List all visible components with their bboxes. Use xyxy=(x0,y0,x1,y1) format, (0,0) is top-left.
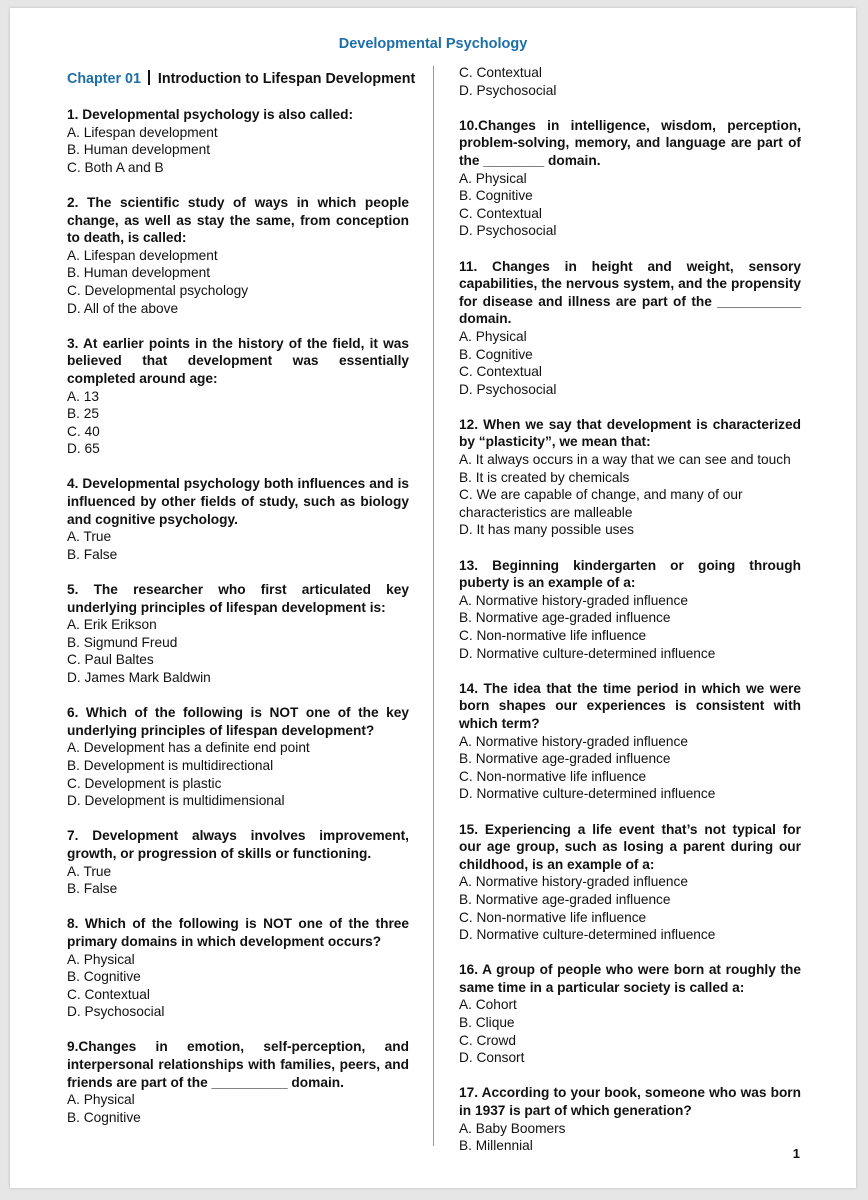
question-text: 14. The idea that the time period in which we were born shapes our experiences is consistent with which term? xyxy=(459,680,801,731)
answer-option: D. James Mark Baldwin xyxy=(67,670,211,685)
answer-option: A. Normative history-graded influence xyxy=(459,874,688,890)
question-block xyxy=(459,961,801,1067)
answer-option: B. Millennial xyxy=(459,1138,533,1154)
continued-options xyxy=(459,64,801,99)
answer-option: D. All of the above xyxy=(67,300,179,316)
answer-option: A. Physical xyxy=(459,328,527,344)
answer-option: D. Normative culture-determined influence xyxy=(459,786,716,802)
answer-option: C. Paul Baltes xyxy=(67,652,154,668)
answer-option: D. Psychosocial xyxy=(459,381,557,397)
document-title: Developmental Psychology xyxy=(338,36,528,52)
answer-option: B. It is created by chemicals xyxy=(459,469,630,485)
answer-option: D. 65 xyxy=(67,441,100,457)
answer-option: A. True xyxy=(67,863,112,879)
answer-option: B. Normative age-graded influence xyxy=(459,891,671,907)
question-text: 7. Development always involves improvement, growth, or progression of skills or functioning. xyxy=(67,828,409,861)
question-block xyxy=(67,1038,409,1126)
answer-option: D. Development is multidimensional xyxy=(67,793,285,809)
chapter-number: Chapter 01 xyxy=(67,71,141,87)
answer-option: D. Normative culture-determined influence xyxy=(459,645,716,661)
answer-option: B. Clique xyxy=(459,1015,515,1031)
answer-option: B. Cognitive xyxy=(67,1109,141,1125)
answer-option: D. Consort xyxy=(459,1050,525,1066)
answer-option: A. Development has a definite end point xyxy=(67,740,310,756)
answer-option: C. Non-normative life influence xyxy=(459,628,647,643)
answer-option: B. Cognitive xyxy=(459,346,533,362)
answer-option: C. Developmental psychology xyxy=(67,282,249,298)
question-block xyxy=(459,821,801,944)
answer-option: C. We are capable of change, and many of our characteristics are malleable xyxy=(459,487,743,520)
question-block xyxy=(459,1084,801,1154)
answer-option: A. Physical xyxy=(459,170,527,186)
answer-option: A. It always occurs in a way that we can see and touch xyxy=(459,452,791,468)
question-block xyxy=(67,827,409,897)
column-divider xyxy=(433,66,434,1146)
question-block xyxy=(67,106,409,176)
answer-option: B. Cognitive xyxy=(459,188,533,204)
question-text: 16. A group of people who were born at roughly the same time in a particular society is called a: xyxy=(459,962,801,995)
chapter-separator xyxy=(148,70,150,85)
answer-option: B. Cognitive xyxy=(67,969,141,985)
page-number: 1 xyxy=(792,1146,800,1161)
answer-option: A. Normative history-graded influence xyxy=(459,592,688,608)
question-text: 6. Which of the following is NOT one of the key underlying principles of lifespan development? xyxy=(67,705,409,738)
answer-option: B. False xyxy=(67,881,118,897)
question-block xyxy=(459,117,801,240)
left-column xyxy=(67,70,416,1144)
question-block xyxy=(67,194,409,317)
question-text: 9.Changes in emotion, self-perception, and interpersonal relationships with families, peers, and friends are part of the __________ domain. xyxy=(67,1039,409,1090)
question-text: 17. According to your book, someone who was born in 1937 is part of which generation? xyxy=(459,1085,801,1119)
question-text: 11. Changes in height and weight, sensory capabilities, the nervous system, and the propensity for disease and illness are part of the ___________ domain. xyxy=(459,258,801,327)
answer-option: A. Lifespan development xyxy=(67,247,218,263)
question-block xyxy=(67,581,409,687)
answer-option: B. Sigmund Freud xyxy=(67,634,178,650)
answer-option: A. Lifespan development xyxy=(67,124,218,140)
answer-option: C. 40 xyxy=(67,423,100,439)
question-text: 12. When we say that development is characterized by “plasticity”, we mean that: xyxy=(459,416,801,450)
right-question-list xyxy=(459,117,801,1155)
answer-option: D. It has many possible uses xyxy=(459,522,634,538)
question-block xyxy=(459,416,801,539)
question-block xyxy=(459,680,801,803)
answer-option: B. 25 xyxy=(67,406,99,422)
answer-option: A. 13 xyxy=(67,388,99,404)
answer-option: A. Physical xyxy=(67,951,135,967)
right-column xyxy=(459,64,801,1172)
answer-option: A. Cohort xyxy=(459,997,517,1013)
question-block xyxy=(459,557,801,663)
answer-option: C. Non-normative life influence xyxy=(459,768,647,784)
answer-option: A. Baby Boomers xyxy=(459,1120,566,1136)
answer-option: A. Physical xyxy=(67,1092,135,1108)
question-text: 5. The researcher who first articulated key underlying principles of lifespan development is: xyxy=(67,582,409,615)
answer-option: A. Normative history-graded influence xyxy=(459,733,688,749)
answer-option: C. Both A and B xyxy=(67,159,164,175)
answer-option: C. Contextual xyxy=(67,986,150,1002)
answer-option: C. Development is plastic xyxy=(67,775,222,791)
question-text: 15. Experiencing a life event that’s not typical for our age group, such as losing a parent during our childhood, is an example of a: xyxy=(459,821,801,872)
answer-option: C. Non-normative life influence xyxy=(459,909,647,925)
answer-option: A. Erik Erikson xyxy=(67,617,157,633)
question-block xyxy=(67,915,409,1021)
question-block xyxy=(67,704,409,810)
answer-option: B. Development is multidirectional xyxy=(67,757,274,773)
answer-option: C. Crowd xyxy=(459,1032,517,1048)
answer-option: B. False xyxy=(67,546,118,562)
question-text: 3. At earlier points in the history of the field, it was believed that development was essentially completed around age: xyxy=(67,335,409,386)
question-block xyxy=(67,475,409,563)
document-page xyxy=(10,8,856,1188)
question-text: 13. Beginning kindergarten or going through puberty is an example of a: xyxy=(459,557,801,591)
answer-option: C. Contextual xyxy=(459,205,542,221)
chapter-heading xyxy=(67,70,416,88)
question-text: 4. Developmental psychology both influences and is influenced by other fields of study, such as biology and cognitive psychology. xyxy=(67,476,409,527)
answer-option: B. Normative age-graded influence xyxy=(459,751,671,767)
left-question-list xyxy=(67,106,409,1126)
question-block xyxy=(459,258,801,399)
answer-option: D. Psychosocial xyxy=(459,223,557,239)
question-text: 2. The scientific study of ways in which people change, as well as stay the same, from conception to death, is called: xyxy=(67,194,409,246)
question-block xyxy=(67,335,409,458)
question-text: 8. Which of the following is NOT one of the three primary domains in which development occurs? xyxy=(67,916,409,949)
question-text: 1. Developmental psychology is also called: xyxy=(67,107,354,122)
question-text: 10.Changes in intelligence, wisdom, perception, problem-solving, memory, and language are part of the ________ domain. xyxy=(459,117,801,168)
answer-option: B. Human development xyxy=(67,142,211,158)
chapter-title: Introduction to Lifespan Development xyxy=(157,71,416,87)
answer-option: B. Normative age-graded influence xyxy=(459,610,671,626)
answer-option: B. Human development xyxy=(67,265,211,281)
answer-option: C. Contextual xyxy=(459,364,542,380)
answer-option: C. Contextual xyxy=(459,65,542,80)
answer-option: D. Psychosocial xyxy=(459,82,557,98)
answer-option: A. True xyxy=(67,529,112,545)
answer-option: D. Normative culture-determined influence xyxy=(459,927,716,943)
answer-option: D. Psychosocial xyxy=(67,1004,165,1020)
